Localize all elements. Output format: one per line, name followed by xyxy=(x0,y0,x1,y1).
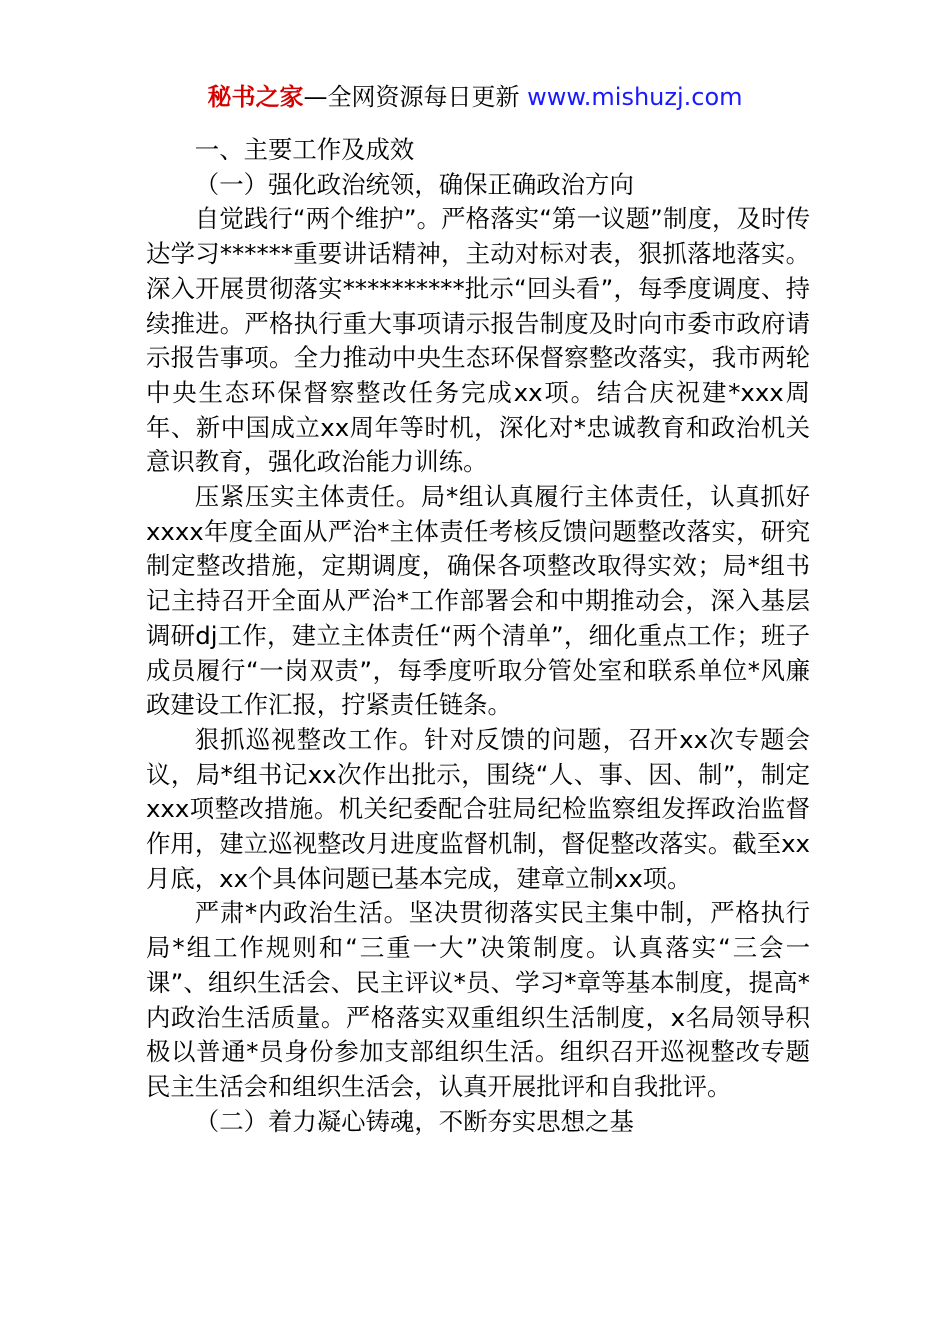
header-tagline: —全网资源每日更新 xyxy=(303,83,528,111)
site-url-link[interactable]: www.mishuzj.com xyxy=(527,83,743,111)
paragraph-1: 自觉践行“两个维护”。严格落实“第一议题”制度，及时传达学习******重要讲话精神，主动对标对表，狠抓落地落实。深入开展贯彻落实**********批示“回头看”，每季度调度、持续推进。严格执行重大事项请示报告制度及时向市委市政府请示报告事项。全力推动中央生态环保督察整改落实，我市两轮中央生态环保督察整改任务完成xx项。结合庆祝建*xxx周年、新中国成立xx周年等时机，深化对*忠诚教育和政治机关意识教育，强化政治能力训练。 xyxy=(146,204,810,477)
paragraph-2: 压紧压实主体责任。局*组认真履行主体责任，认真抓好xxxx年度全面从严治*主体责任考核反馈问题整改落实，研究制定整改措施，定期调度，确保各项整改取得实效；局*组书记主持召开全面从严治*工作部署会和中期推动会，深入基层调研dj工作，建立主体责任“两个清单”，细化重点工作；班子成员履行“一岗双责”，每季度听取分管处室和联系单位*风廉政建设工作汇报，拧紧责任链条。 xyxy=(146,482,810,720)
sub-heading-2: （二）着力凝心铸魂，不断夯实思想之基 xyxy=(194,1106,634,1136)
brand-name: 秘书之家 xyxy=(207,83,304,111)
paragraph-4: 严肃*内政治生活。坚决贯彻落实民主集中制，严格执行局*组工作规则和“三重一大”决策制度。认真落实“三会一课”、组织生活会、民主评议*员、学习*章等基本制度，提高*内政治生活质量。严格落实双重组织生活制度，x名局领导积极以普通*员身份参加支部组织生活。组织召开巡视整改专题民主生活会和组织生活会，认真开展批评和自我批评。 xyxy=(146,898,810,1101)
document-body xyxy=(146,133,810,1139)
section-title: 一、主要工作及成效 xyxy=(194,135,415,164)
paragraph-3: 狠抓巡视整改工作。针对反馈的问题，召开xx次专题会议，局*组书记xx次作出批示，围绕“人、事、因、制”，制定xxx项整改措施。机关纪委配合驻局纪检监察组发挥政治监督作用，建立巡视整改月进度监督机制，督促整改落实。截至xx月底，xx个具体问题已基本完成，建章立制xx项。 xyxy=(146,724,810,893)
sub-heading-1: （一）强化政治统领，确保正确政治方向 xyxy=(194,169,634,199)
site-header xyxy=(0,80,950,114)
